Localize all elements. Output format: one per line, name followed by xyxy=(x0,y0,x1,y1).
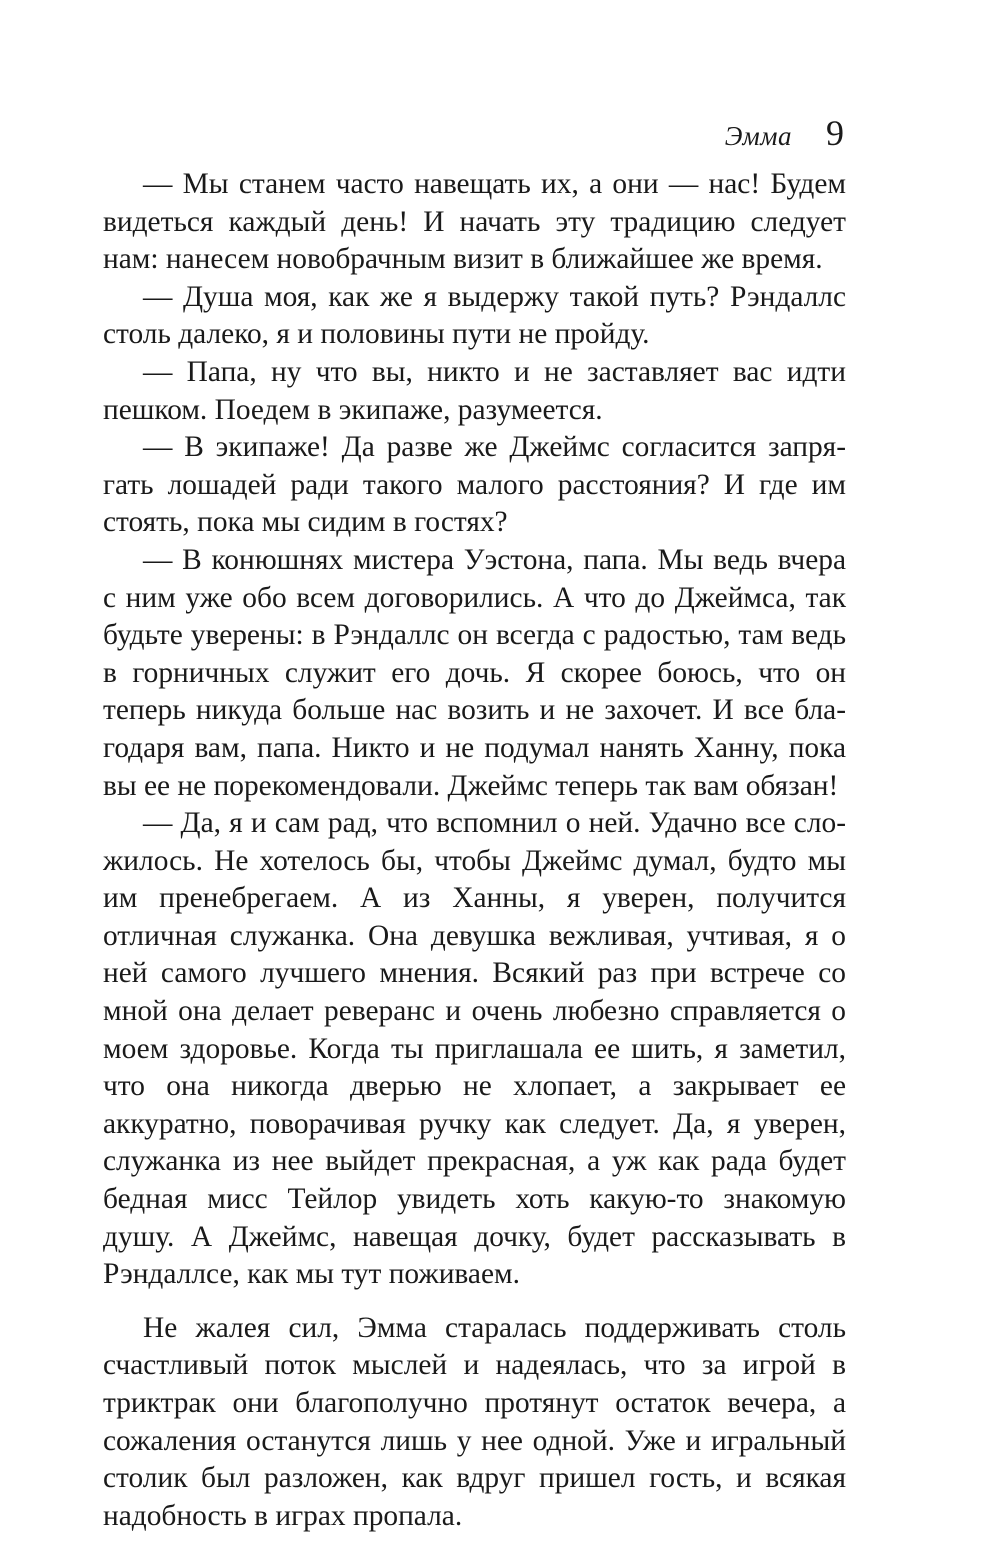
running-title: Эмма xyxy=(724,121,792,151)
running-head xyxy=(725,112,844,154)
paragraph: — Да, я и сам рад, что вспомнил о ней. Удачно все сложилось. Не хотелось бы, чтобы Джеймс думал, будто мы им пренебрегаем. А из Ханны, я уверен, получится отличная служанка. Она девушка вежливая, учтивая, я о ней самого лучшего мнения. Всякий раз при встрече со мной она делает реверанс и очень любезно справляется о моем здоровье. Когда ты приглашала ее шить, я заметил, что она никогда дверью не хлопает, а закрывает ее аккуратно, поворачивая ручку как следует. Да, я уверен, служанка из нее выйдет прекрасная, а уж как рада будет бедная мисс Тейлор увидеть хоть какую-то знакомую душу. А Джеймс, навещая дочку, будет рассказывать в Рэндаллсе, как мы тут поживаем. xyxy=(103,807,846,1291)
paragraph: — Папа, ну что вы, никто и не заставляет вас идти пешком. Поедем в экипаже, разумеется. xyxy=(103,355,846,426)
paragraph: Не жалея сил, Эмма старалась поддерживать столь счастливый поток мыслей и надеялась, что за игрой в триктрак они благополучно протянут остаток вечера, а сожаления останутся лишь у нее одной. Уже и игральный столик был разложен, как вдруг пришел гость, и всякая надобность в играх пропала. xyxy=(103,1311,846,1532)
page-number: 9 xyxy=(826,113,844,153)
paragraph: — В экипаже! Да разве же Джеймс согласится запрягать лошадей ради такого малого расстояния? И где им стоять, пока мы сидим в гостях? xyxy=(103,431,846,539)
paragraph: — Душа моя, как же я выдержу такой путь? Рэндаллс столь далеко, я и половины пути не пройду. xyxy=(103,280,846,351)
page-text xyxy=(103,166,846,1535)
paragraph: — Мы станем часто навещать их, а они — нас! Будем видеться каждый день! И начать эту традицию следует нам: нанесем новобрачным визит в ближайшее же время. xyxy=(103,168,846,276)
paragraph: — В конюшнях мистера Уэстона, папа. Мы ведь вчера с ним уже обо всем договорились. А что до Джеймса, так будьте уверены: в Рэндаллс он всегда с радостью, там ведь в горничных служит его дочь. Я скорее боюсь, что он теперь никуда больше нас возить и не захочет. И все благодаря вам, папа. Никто и не подумал нанять Ханну, пока вы ее не порекомендовали. Джеймс теперь так вам обязан! xyxy=(103,543,846,802)
